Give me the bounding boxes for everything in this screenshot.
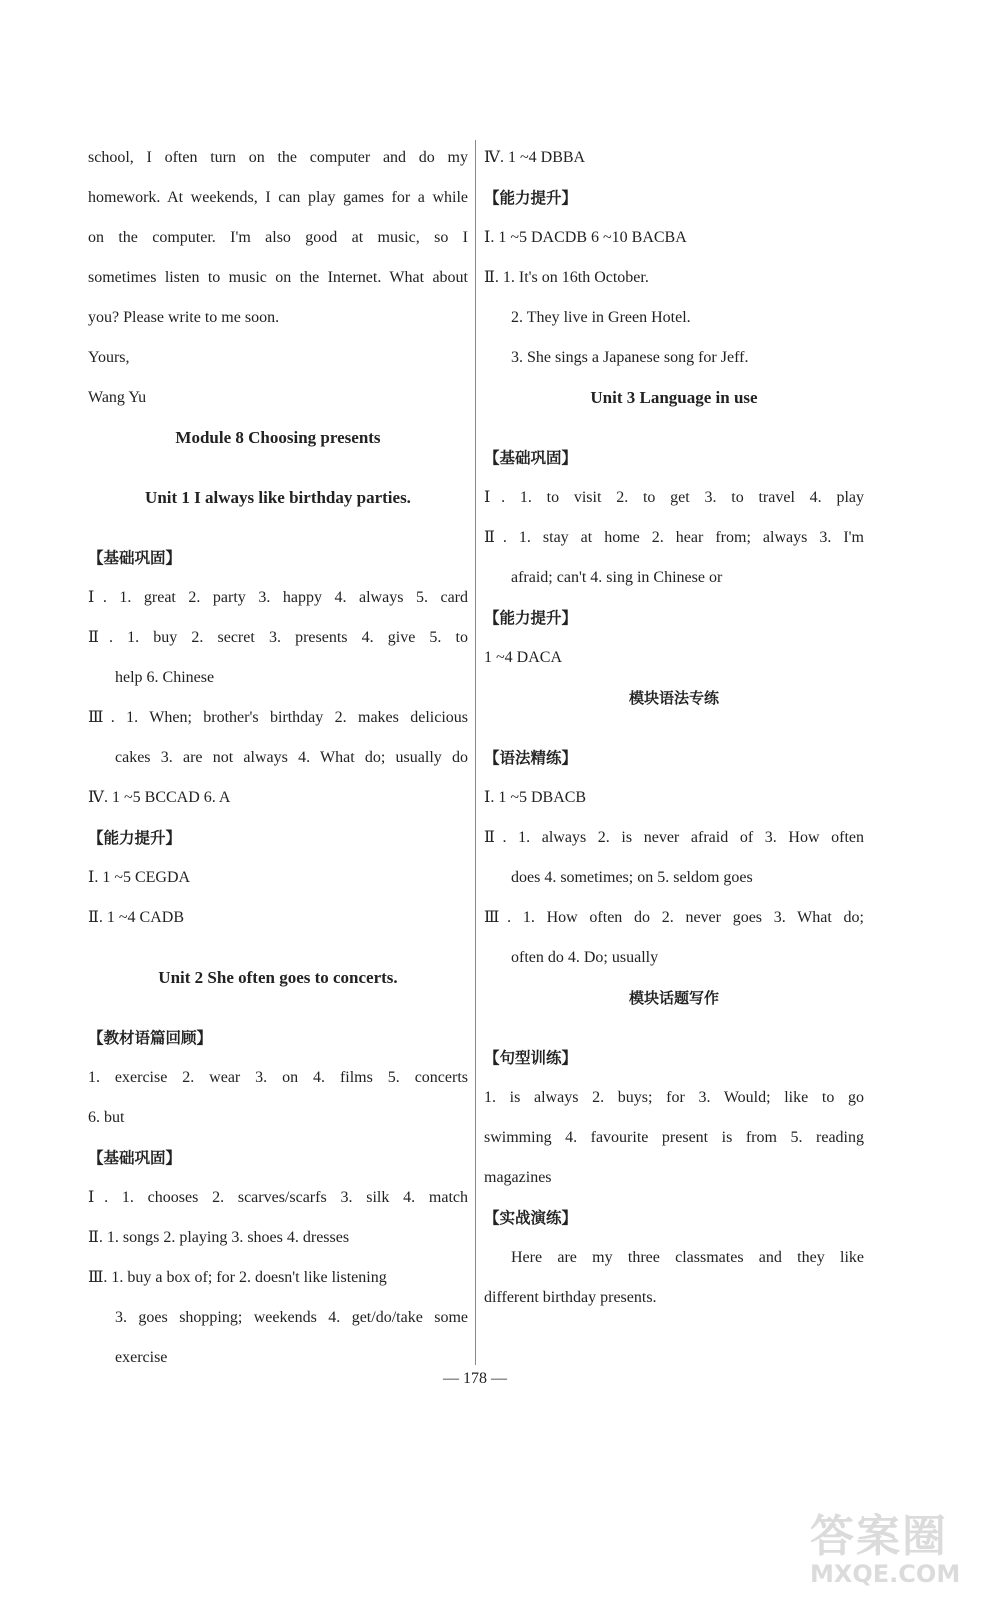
watermark-logo bbox=[810, 1500, 990, 1595]
writing-title: 模块话题写作 bbox=[628, 989, 719, 1007]
essay-line: different birthday presents. bbox=[484, 1289, 657, 1306]
section-label: 【能力提升】 bbox=[484, 609, 578, 627]
answer-line: Ⅱ. 1. always 2. is never afraid of 3. How often bbox=[484, 829, 864, 846]
letter-line: sometimes listen to music on the Internet. What about bbox=[88, 269, 468, 286]
answer-line: 6. but bbox=[88, 1109, 125, 1126]
letter-closing: Yours, bbox=[88, 349, 130, 366]
answer-line: 1 ~4 DACA bbox=[484, 649, 562, 666]
answer-line: Ⅰ. 1. great 2. party 3. happy 4. always 5. card bbox=[88, 589, 468, 606]
answer-line: Ⅰ. 1. chooses 2. scarves/scarfs 3. silk 4. match bbox=[88, 1189, 468, 1206]
answer-line: Ⅲ. 1. buy a box of; for 2. doesn't like listening bbox=[88, 1269, 387, 1286]
section-label: 【语法精练】 bbox=[484, 749, 578, 767]
unit2-title: Unit 2 She often goes to concerts. bbox=[158, 968, 398, 987]
answer-line: 2. They live in Green Hotel. bbox=[511, 309, 691, 326]
watermark-url: MXQE.COM bbox=[810, 1560, 961, 1588]
answer-line: Ⅰ. 1 ~5 DBACB bbox=[484, 789, 587, 806]
grammar-title: 模块语法专练 bbox=[628, 689, 719, 707]
answer-line: Ⅳ. 1 ~4 DBBA bbox=[484, 149, 586, 166]
answer-line: swimming 4. favourite present is from 5. reading bbox=[484, 1129, 864, 1146]
module-title: Module 8 Choosing presents bbox=[175, 428, 381, 447]
letter-line: on the computer. I'm also good at music, so I bbox=[88, 229, 468, 246]
answer-line: magazines bbox=[484, 1169, 552, 1186]
unit3-title: Unit 3 Language in use bbox=[590, 388, 758, 407]
answer-line: Ⅱ. 1. songs 2. playing 3. shoes 4. dresses bbox=[88, 1229, 350, 1246]
section-label: 【实战演练】 bbox=[484, 1209, 578, 1227]
answer-line: Ⅱ. 1. buy 2. secret 3. presents 4. give 5. to bbox=[88, 629, 468, 646]
answer-line: Ⅲ. 1. How often do 2. never goes 3. What do; bbox=[484, 909, 864, 926]
letter-line: homework. At weekends, I can play games for a while bbox=[88, 189, 468, 206]
section-label: 【基础巩固】 bbox=[88, 549, 182, 567]
section-label: 【基础巩固】 bbox=[88, 1149, 182, 1167]
answer-line: Ⅰ. 1 ~5 DACDB 6 ~10 BACBA bbox=[484, 229, 687, 246]
answer-line: Ⅱ. 1. stay at home 2. hear from; always 3. I'm bbox=[484, 529, 864, 546]
answer-line: Ⅱ. 1 ~4 CADB bbox=[88, 909, 184, 926]
section-label: 【能力提升】 bbox=[88, 829, 182, 847]
section-label: 【句型训练】 bbox=[484, 1049, 578, 1067]
page-number: — 178 — bbox=[443, 1370, 507, 1387]
left-column bbox=[88, 138, 468, 1378]
answer-line: 3. She sings a Japanese song for Jeff. bbox=[511, 349, 749, 366]
right-column bbox=[484, 138, 864, 1318]
answer-line: Ⅰ. 1 ~5 CEGDA bbox=[88, 869, 191, 886]
column-divider bbox=[475, 140, 476, 1365]
answer-line: 1. exercise 2. wear 3. on 4. films 5. concerts bbox=[88, 1069, 468, 1086]
answer-line: help 6. Chinese bbox=[115, 669, 215, 686]
answer-line: exercise bbox=[115, 1349, 168, 1366]
answer-line: Ⅳ. 1 ~5 BCCAD 6. A bbox=[88, 789, 231, 806]
section-label: 【教材语篇回顾】 bbox=[88, 1029, 213, 1047]
essay-line: Here are my three classmates and they like bbox=[511, 1249, 864, 1266]
answer-line: Ⅲ. 1. When; brother's birthday 2. makes delicious bbox=[88, 709, 468, 726]
letter-line: school, I often turn on the computer and do my bbox=[88, 149, 468, 166]
unit1-title: Unit 1 I always like birthday parties. bbox=[145, 488, 411, 507]
section-label: 【基础巩固】 bbox=[484, 449, 578, 467]
answer-line: 3. goes shopping; weekends 4. get/do/take some bbox=[115, 1309, 468, 1326]
section-label: 【能力提升】 bbox=[484, 189, 578, 207]
answer-line: 1. is always 2. buys; for 3. Would; like to go bbox=[484, 1089, 864, 1106]
answer-line: afraid; can't 4. sing in Chinese or bbox=[511, 569, 723, 586]
answer-line: often do 4. Do; usually bbox=[511, 949, 659, 966]
watermark-text: 答案圈 bbox=[810, 1511, 948, 1562]
answer-line: does 4. sometimes; on 5. seldom goes bbox=[511, 869, 753, 886]
answer-line: Ⅱ. 1. It's on 16th October. bbox=[484, 269, 649, 286]
answer-line: cakes 3. are not always 4. What do; usually do bbox=[115, 749, 468, 766]
answer-line: Ⅰ. 1. to visit 2. to get 3. to travel 4. play bbox=[484, 489, 864, 506]
letter-line: you? Please write to me soon. bbox=[88, 309, 280, 326]
letter-signature: Wang Yu bbox=[88, 389, 147, 406]
